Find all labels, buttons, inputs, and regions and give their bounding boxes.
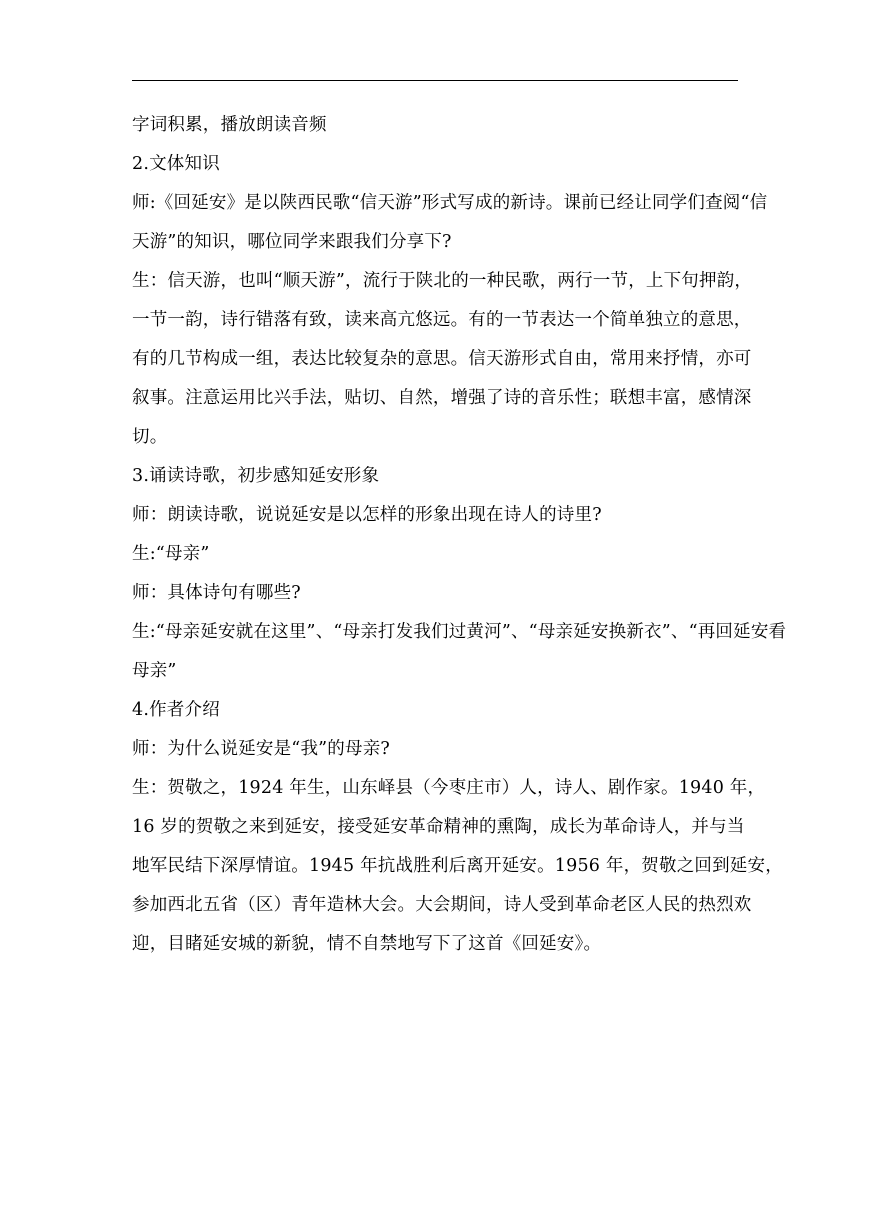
- text-line: 2.文体知识: [132, 154, 220, 174]
- section-heading-recite: [132, 457, 738, 496]
- text-line: 天游”的知识，哪位同学来跟我们分享下?: [132, 232, 452, 252]
- text-line: 迎，目睹延安城的新貌，情不自禁地写下了这首《回延安》。: [132, 934, 602, 954]
- section-heading-author: [132, 691, 738, 730]
- header-rule: [132, 80, 738, 81]
- text-line: 地军民结下深厚情谊。1945 年抗战胜利后离开延安。1956 年，贺敬之回到延安，: [132, 856, 783, 876]
- paragraph-student-answer: [132, 262, 753, 457]
- text-line: 师：为什么说延安是“我”的母亲?: [132, 739, 390, 759]
- paragraph-vocabulary: [132, 106, 738, 145]
- text-line: 16 岁的贺敬之来到延安，接受延安革命精神的熏陶，成长为革命诗人，并与当: [132, 817, 745, 837]
- paragraph-author-bio: [132, 769, 783, 964]
- text-line: 生:“母亲”: [132, 544, 210, 564]
- text-line: 师：具体诗句有哪些?: [132, 583, 301, 603]
- text-line: 3.诵读诗歌，初步感知延安形象: [132, 466, 380, 486]
- text-line: 字词积累，播放朗读音频: [132, 115, 327, 135]
- section-heading-genre: [132, 145, 738, 184]
- text-line: 师:《回延安》是以陕西民歌“信天游”形式写成的新诗。课前已经让同学们查阅“信: [132, 193, 768, 213]
- text-line: 师：朗读诗歌，说说延安是以怎样的形象出现在诗人的诗里?: [132, 505, 602, 525]
- paragraph-teacher-prompt: [132, 496, 738, 535]
- text-line: 切。: [132, 427, 168, 447]
- text-line: 叙事。注意运用比兴手法，贴切、自然，增强了诗的音乐性；联想丰富，感情深: [132, 388, 752, 408]
- paragraph-teacher-lines: [132, 574, 738, 613]
- text-line: 生：贺敬之，1924 年生，山东峄县（今枣庄市）人，诗人、剧作家。1940 年，: [132, 778, 766, 798]
- paragraph-student-mother: [132, 535, 738, 574]
- text-line: 生:“母亲延安就在这里”、“母亲打发我们过黄河”、“母亲延安换新衣”、“再回延安看: [132, 622, 787, 642]
- document-body: [132, 106, 787, 964]
- text-line: 有的几节构成一组，表达比较复杂的意思。信天游形式自由，常用来抒情，亦可: [132, 349, 752, 369]
- paragraph-teacher-why: [132, 730, 738, 769]
- text-line: 4.作者介绍: [132, 700, 220, 720]
- text-line: 一节一韵，诗行错落有致，读来高亢悠远。有的一节表达一个简单独立的意思，: [132, 310, 752, 330]
- paragraph-teacher-question: [132, 184, 768, 262]
- text-line: 生：信天游，也叫“顺天游”，流行于陕北的一种民歌，两行一节，上下句押韵，: [132, 271, 753, 291]
- text-line: 参加西北五省（区）青年造林大会。大会期间，诗人受到革命老区人民的热烈欢: [132, 895, 752, 915]
- text-line: 母亲”: [132, 661, 177, 681]
- paragraph-student-lines: [132, 613, 787, 691]
